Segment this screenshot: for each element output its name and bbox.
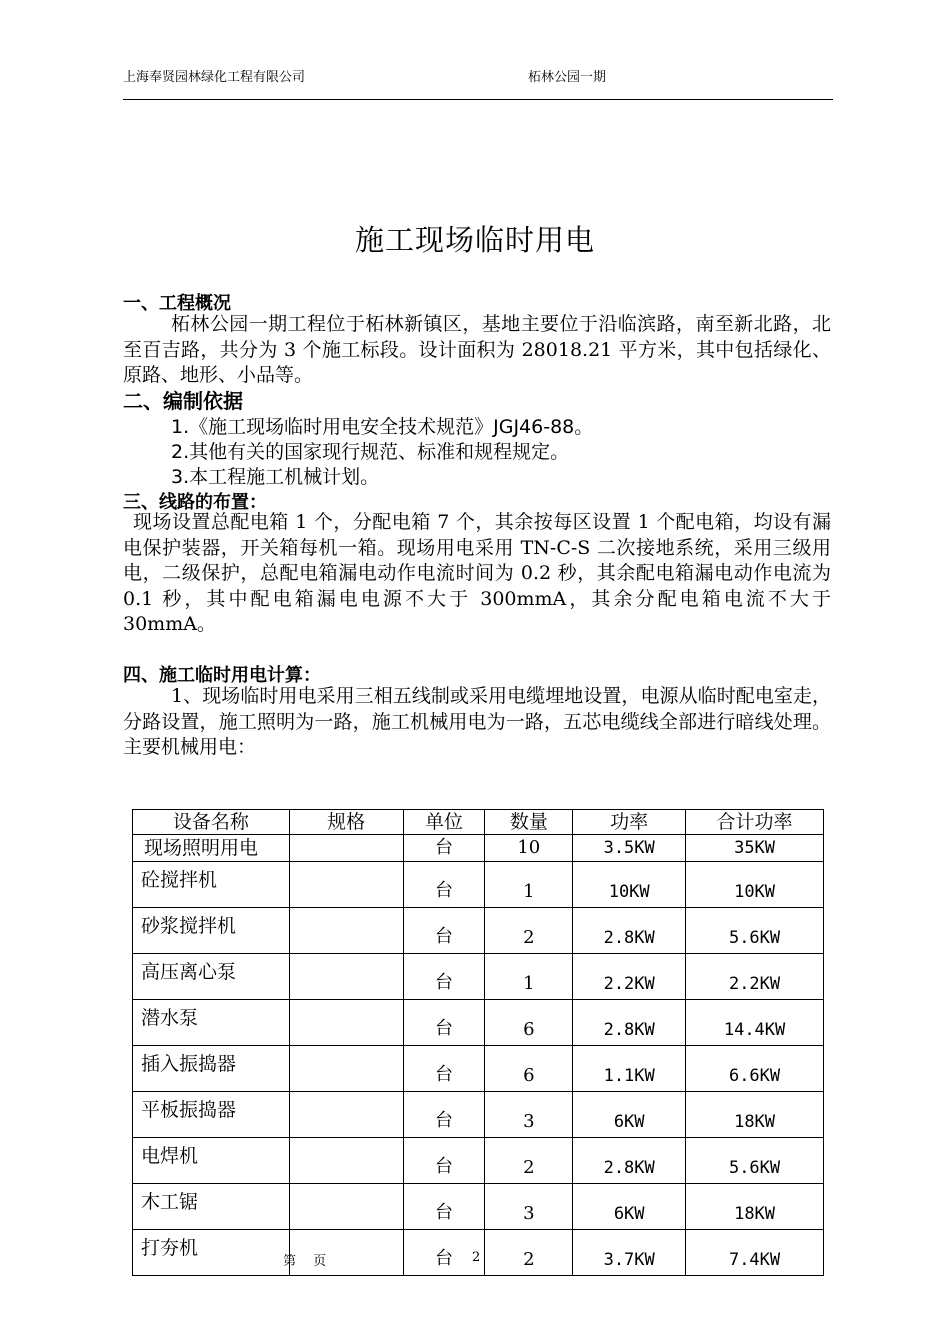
- table-row: [133, 954, 824, 1000]
- unit-cell: 台: [403, 1230, 485, 1276]
- quantity-cell: 3: [485, 1184, 573, 1230]
- total-power-cell: 7.4KW: [686, 1230, 824, 1276]
- header-cell: 设备名称: [133, 810, 290, 835]
- equipment-table: [132, 809, 824, 1276]
- power-cell: 6KW: [573, 1184, 686, 1230]
- basis-item-2: 2.其他有关的国家现行规范、标准和规程规定。: [171, 441, 570, 463]
- quantity-cell: 10: [485, 835, 573, 862]
- unit-cell: 台: [403, 954, 485, 1000]
- quantity-cell: 3: [485, 1092, 573, 1138]
- total-power-cell: 2.2KW: [686, 954, 824, 1000]
- quantity-cell: 2: [485, 1138, 573, 1184]
- quantity-cell: 2: [485, 908, 573, 954]
- basis-item-1: 1.《施工现场临时用电安全技术规范》JGJ46-88。: [171, 416, 594, 438]
- table-row: [133, 1046, 824, 1092]
- header-cell: 功率: [573, 810, 686, 835]
- total-power-cell: 14.4KW: [686, 1000, 824, 1046]
- table-row: [133, 1000, 824, 1046]
- header-cell: 合计功率: [686, 810, 824, 835]
- unit-cell: 台: [403, 862, 485, 908]
- spec-cell: [289, 1046, 403, 1092]
- spec-cell: [289, 862, 403, 908]
- power-cell: 2.2KW: [573, 954, 686, 1000]
- unit-cell: 台: [403, 1138, 485, 1184]
- power-cell: 1.1KW: [573, 1046, 686, 1092]
- equipment-name-cell: 高压离心泵: [133, 954, 290, 1000]
- section-1-heading: 一、工程概况: [123, 293, 231, 314]
- power-cell: 3.5KW: [573, 835, 686, 862]
- equipment-name-cell: 木工锯: [133, 1184, 290, 1230]
- table-row: [133, 1184, 824, 1230]
- total-power-cell: 5.6KW: [686, 1138, 824, 1184]
- spec-cell: [289, 1000, 403, 1046]
- spec-cell: [289, 954, 403, 1000]
- section-3-text: 现场设置总配电箱 1 个，分配电箱 7 个，其余按每区设置 1 个配电箱，均设有漏电保护装器，开关箱每机一箱。现场用电采用 TN-C-S 二次接地系统，采用三级用电，二级保护，总配电箱漏电动作电流时间为 0.2 秒，其余配电箱漏电动作电流为 0.1 秒，其中配电箱漏电电源不大于 300mmA，其余分配电箱电流不大于 30mmA。: [123, 511, 831, 635]
- total-power-cell: 35KW: [686, 835, 824, 862]
- equipment-name-cell: 现场照明用电: [133, 835, 290, 862]
- power-cell: 2.8KW: [573, 908, 686, 954]
- section-4-heading: 四、施工临时用电计算：: [123, 665, 321, 686]
- table-header-row: [133, 810, 824, 835]
- power-cell: 10KW: [573, 862, 686, 908]
- spec-cell: [289, 835, 403, 862]
- unit-cell: 台: [403, 1000, 485, 1046]
- power-cell: 2.8KW: [573, 1138, 686, 1184]
- quantity-cell: 2: [485, 1230, 573, 1276]
- header-cell: 单位: [403, 810, 485, 835]
- unit-cell: 台: [403, 908, 485, 954]
- header-cell: 规格: [289, 810, 403, 835]
- section-4-text: 1、现场临时用电采用三相五线制或采用电缆埋地设置，电源从临时配电室走，分路设置，施工照明为一路，施工机械用电为一路，五芯电缆线全部进行暗线处理。主要机械用电：: [123, 685, 831, 758]
- equipment-name-cell: 电焊机: [133, 1138, 290, 1184]
- header-divider: [123, 99, 833, 100]
- footer-page-label: 第 页: [283, 1254, 327, 1269]
- quantity-cell: 6: [485, 1046, 573, 1092]
- equipment-name-cell: 潜水泵: [133, 1000, 290, 1046]
- section-1-text: 柘林公园一期工程位于柘林新镇区，基地主要位于沿临滨路，南至新北路，北至百吉路，共分为 3 个施工标段。设计面积为 28018.21 平方米，其中包括绿化、原路、地形、小品等。: [123, 313, 831, 386]
- total-power-cell: 10KW: [686, 862, 824, 908]
- spec-cell: [289, 908, 403, 954]
- table-row: [133, 1092, 824, 1138]
- total-power-cell: 5.6KW: [686, 908, 824, 954]
- power-cell: 6KW: [573, 1092, 686, 1138]
- power-cell: 2.8KW: [573, 1000, 686, 1046]
- section-3-heading: 三、线路的布置：: [123, 492, 267, 513]
- equipment-name-cell: 打夯机: [133, 1230, 290, 1276]
- quantity-cell: 1: [485, 954, 573, 1000]
- total-power-cell: 6.6KW: [686, 1046, 824, 1092]
- footer-page-number: 2: [472, 1250, 481, 1265]
- unit-cell: 台: [403, 835, 485, 862]
- quantity-cell: 6: [485, 1000, 573, 1046]
- equipment-name-cell: 砂浆搅拌机: [133, 908, 290, 954]
- table-row: [133, 908, 824, 954]
- equipment-name-cell: 插入振捣器: [133, 1046, 290, 1092]
- total-power-cell: 18KW: [686, 1092, 824, 1138]
- section-2-heading: 二、编制依据: [123, 389, 243, 413]
- page-title: 施工现场临时用电: [354, 223, 595, 257]
- total-power-cell: 18KW: [686, 1184, 824, 1230]
- table-row: [133, 862, 824, 908]
- basis-item-3: 3.本工程施工机械计划。: [171, 466, 380, 488]
- header-cell: 数量: [485, 810, 573, 835]
- unit-cell: 台: [403, 1092, 485, 1138]
- power-cell: 3.7KW: [573, 1230, 686, 1276]
- equipment-name-cell: 平板振捣器: [133, 1092, 290, 1138]
- unit-cell: 台: [403, 1184, 485, 1230]
- table-row: [133, 1138, 824, 1184]
- spec-cell: [289, 1184, 403, 1230]
- header-project: 柘林公园一期: [528, 70, 607, 85]
- spec-cell: [289, 1138, 403, 1184]
- quantity-cell: 1: [485, 862, 573, 908]
- header-company: 上海奉贤园林绿化工程有限公司: [123, 70, 306, 85]
- equipment-name-cell: 砼搅拌机: [133, 862, 290, 908]
- spec-cell: [289, 1092, 403, 1138]
- unit-cell: 台: [403, 1046, 485, 1092]
- table-row: [133, 835, 824, 862]
